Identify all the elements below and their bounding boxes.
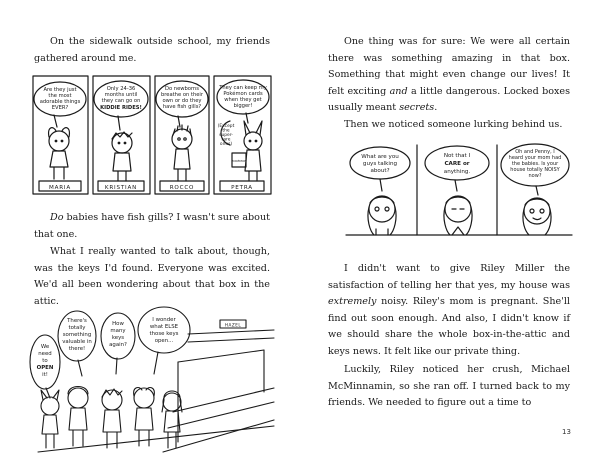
bubble-maria-line-4: EVER? bbox=[51, 105, 69, 111]
scene-bubble-2-line-1: There's bbox=[67, 318, 87, 324]
bubble-rocco-line-1: Do newborns bbox=[164, 86, 200, 92]
bubble-maria-line-1: Are they just bbox=[43, 87, 77, 93]
kid-2 bbox=[68, 387, 88, 447]
scene-bubble-4-line-1: I wonder bbox=[152, 317, 176, 323]
riley-bubble-2-line-3: anything. bbox=[443, 169, 471, 175]
riley-bubble-1-line-3: about? bbox=[370, 168, 390, 174]
name-petra: PETRA bbox=[231, 185, 253, 191]
friends-comic-strip bbox=[32, 75, 272, 195]
page-number: 13 bbox=[562, 428, 571, 436]
scene-bubble-3-line-1: How bbox=[112, 321, 124, 327]
bubble-rocco-line-4: have fish gills? bbox=[162, 104, 202, 110]
name-rocco: ROCCO bbox=[169, 185, 195, 191]
scene-bubble-4-line-4: open... bbox=[154, 338, 174, 344]
scene-bubble-1-line-3: to bbox=[42, 358, 48, 364]
scene-bubble-3-line-2: many bbox=[110, 328, 126, 334]
right-p1-end: . bbox=[434, 102, 438, 114]
riley-panel-3 bbox=[523, 198, 551, 235]
bubble-kristian-line-2: months until bbox=[104, 92, 138, 98]
riley-bubble-2-line-2: CARE or bbox=[444, 161, 470, 167]
right-p1-em-and: and bbox=[389, 85, 408, 97]
petra-aside-line-3: super- bbox=[219, 133, 233, 138]
bubble-petra-line-1: They can keep my bbox=[219, 85, 267, 91]
bubble-rocco-line-3: own or do they bbox=[162, 98, 202, 104]
bubble-petra-line-2: Pokémon cards bbox=[223, 91, 263, 97]
riley-bubble-3-line-2: heard your mom had bbox=[508, 155, 562, 161]
scene-bubble-1-line-4: OPEN bbox=[36, 365, 54, 371]
left-paragraph-1: On the sidewalk outside school, my friends gathered around me. bbox=[34, 36, 270, 64]
riley-bubble-3-line-3: the babies. Is your bbox=[511, 161, 559, 167]
right-paragraph-4: Luckily, Riley noticed her crush, Michael McMinnamin, so she ran off. I turned back to my friends. We needed to figure out a time to bbox=[328, 364, 570, 409]
riley-bubble-2-line-1: Not that I bbox=[443, 153, 471, 159]
character-petra bbox=[232, 121, 262, 181]
riley-bubble-3-line-4: house totally NOISY bbox=[510, 167, 560, 173]
left-paragraph-2 bbox=[34, 210, 270, 243]
kid-1 bbox=[41, 390, 59, 448]
character-rocco bbox=[172, 125, 192, 181]
bubble-rocco-line-2: breathe on their bbox=[160, 92, 204, 98]
right-p1-a: One thing was for sure: We were all certain there was something amazing in that box. Something that might even change our lives! It felt exciting bbox=[328, 36, 570, 97]
bubble-petra-line-3: when they get bbox=[224, 97, 262, 103]
petra-aside-line-2: the bbox=[222, 128, 230, 134]
character-kristian bbox=[112, 132, 132, 181]
right-p3-em: extremely bbox=[328, 296, 377, 308]
kid-4 bbox=[134, 388, 155, 446]
bubble-maria-line-3: adorable things bbox=[39, 99, 81, 105]
petra-aside-line-5: ones) bbox=[219, 142, 233, 147]
right-p1-b: a little dangerous. Locked boxes usually meant bbox=[328, 85, 571, 114]
scene-bubble-1-line-5: it! bbox=[42, 372, 48, 378]
right-p3-b: noisy. Riley's mom is pregnant. She'll find out soon enough. And also, I didn't know if we should share the whole box-in-the-attic and keys news. It felt like our private thing. bbox=[328, 296, 570, 357]
scene-bubble-2-line-5: there! bbox=[68, 346, 86, 352]
left-paragraph-2-em: Do bbox=[50, 212, 64, 223]
scene-bubble-4-line-3: those keys bbox=[149, 331, 179, 337]
kid-5 bbox=[162, 391, 182, 448]
scene-bubble-2-line-3: something bbox=[62, 332, 92, 338]
scene-bubble-1-line-2: need bbox=[38, 351, 52, 357]
scene-bubble-2-line-2: totally bbox=[68, 325, 86, 331]
right-paragraph-3 bbox=[328, 261, 570, 361]
bubble-kristian-line-3: they can go on bbox=[101, 98, 141, 104]
bubble-petra-line-4: bigger! bbox=[233, 103, 253, 109]
riley-panel-1 bbox=[368, 196, 396, 235]
kid-3 bbox=[102, 389, 122, 448]
right-paragraph-1 bbox=[328, 34, 570, 117]
left-paragraph-2-rest: babies have fish gills? I wasn't sure about that one. bbox=[34, 212, 270, 240]
scene-bubble-4-line-2: what ELSE bbox=[149, 324, 179, 330]
bubble-maria-line-2: the most bbox=[48, 93, 72, 99]
character-maria bbox=[49, 128, 70, 179]
riley-bubble-1-line-1: What are you bbox=[361, 154, 399, 160]
scene-bubble-1-line-1: We bbox=[40, 344, 50, 350]
petra-aside-line-1: (Except bbox=[217, 124, 235, 129]
name-kristian: KRISTIAN bbox=[104, 185, 138, 191]
riley-comic-strip bbox=[346, 143, 572, 237]
left-paragraph-3: What I really wanted to talk about, though, was the keys I'd found. Everyone was excited. We'd all been wondering about that box in the attic. bbox=[34, 246, 270, 307]
pokemon-box-label: POKÉMON bbox=[231, 159, 247, 163]
right-p1-em-secrets: secrets bbox=[399, 102, 435, 114]
riley-bubble-3-line-1: Oh and Penny, I bbox=[515, 149, 555, 155]
name-maria: MARIA bbox=[48, 185, 72, 191]
scene-bubble-4 bbox=[138, 307, 190, 353]
friends-sidewalk-scene bbox=[28, 302, 274, 452]
scene-bubble-2-line-4: valuable in bbox=[62, 339, 92, 345]
school-sign-text: HAZEL bbox=[224, 322, 242, 328]
right-paragraph-2: Then we noticed someone lurking behind us. bbox=[344, 119, 563, 130]
scene-bubble-3-line-4: again? bbox=[109, 342, 127, 348]
bubble-kristian-line-1: Only 24-36 bbox=[106, 86, 136, 92]
scene-bubble-3-line-3: keys bbox=[111, 335, 125, 341]
riley-bubble-3-line-5: now? bbox=[528, 173, 542, 179]
right-page bbox=[300, 0, 600, 459]
bubble-kristian-line-4: KIDDIE RIDES! bbox=[100, 105, 142, 111]
right-p3-a: I didn't want to give Riley Miller the satisfaction of telling her that yes, my house was bbox=[328, 263, 570, 291]
riley-panel-2 bbox=[444, 196, 472, 235]
petra-aside-line-4: rare bbox=[221, 137, 231, 143]
riley-bubble-1-line-2: guys talking bbox=[362, 161, 398, 167]
